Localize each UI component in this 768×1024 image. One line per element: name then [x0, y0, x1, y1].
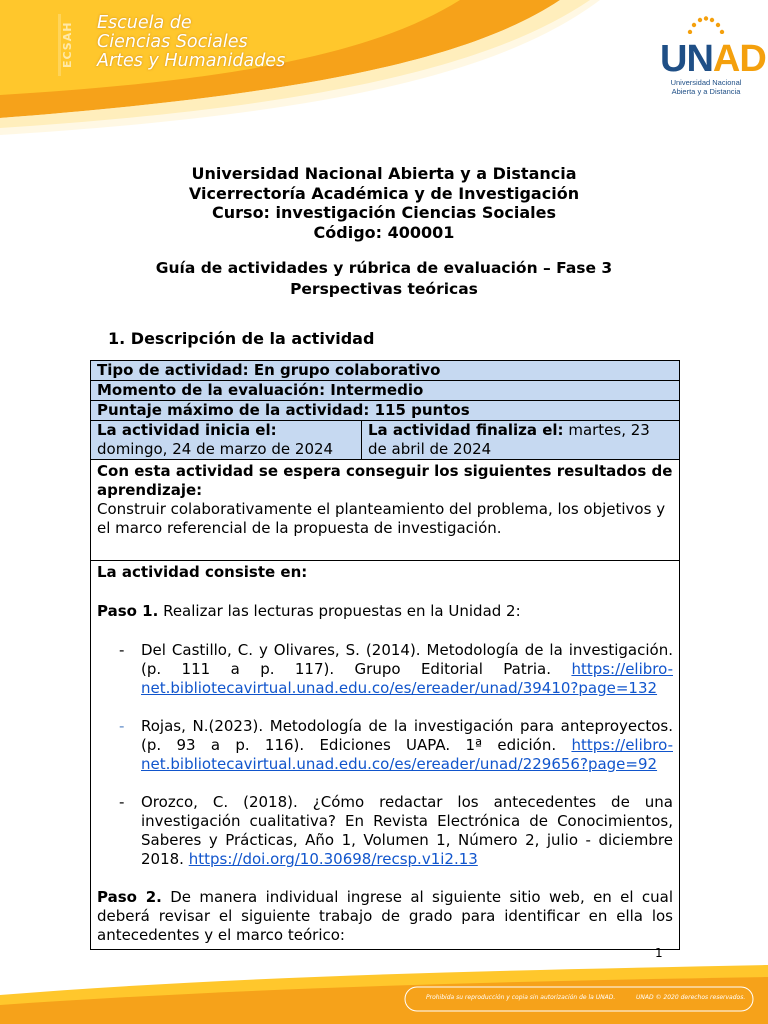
activity-table [90, 360, 680, 950]
list-item: - Del Castillo, C. y Olivares, S. (2014). Metodología de la investigación. (p. 111 a p. 117). Grupo Editorial Patria. https://elibro-net.bibliotecavirtual.unad.edu.co/es/ereader/unad/39410?page=132 [119, 641, 673, 697]
school-logo [58, 14, 285, 76]
table-row [91, 460, 680, 561]
section-heading: 1. Descripción de la actividad [108, 329, 375, 348]
start-date-cell [91, 421, 362, 460]
course-name: Curso: investigación Ciencias Sociales [212, 203, 556, 222]
end-date-cell [362, 421, 680, 460]
reference-link[interactable]: https://doi.org/10.30698/recsp.v1i2.13 [188, 850, 478, 868]
step-1: Paso 1. Realizar las lecturas propuestas en la Unidad 2: [97, 602, 521, 620]
reference-link[interactable]: https://elibro-net.bibliotecavirtual.unad.edu.co/es/ereader/unad/229656?page=92 [141, 736, 673, 773]
outcomes-text: Construir colaborativamente el planteamiento del problema, los objetivos y el marco referencial de la propuesta de investigación. [97, 500, 666, 537]
start-label: La actividad inicia el: [97, 421, 277, 439]
unad-subtitle-2: Abierta y a Distancia [671, 87, 741, 96]
unad-subtitle-1: Universidad Nacional [670, 78, 742, 87]
table-row [91, 381, 680, 401]
unad-dots-icon [686, 16, 726, 34]
outcomes-cell [91, 460, 680, 561]
outcomes-heading: Con esta actividad se espera conseguir los siguientes resultados de aprendizaje: [97, 462, 673, 499]
reference-link[interactable]: https://elibro-net.bibliotecavirtual.unad.edu.co/es/ereader/unad/39410?page=132 [141, 660, 673, 697]
list-item: - Rojas, N.(2023). Metodología de la investigación para anteproyectos. (p. 93 a p. 116). Ediciones UAPA. 1ª edición. https://elibro-net.bibliotecavirtual.unad.edu.co/es/ereader/unad/229656?page=92 [119, 717, 673, 773]
unad-wordmark: UNAD [660, 38, 766, 80]
consists-heading: La actividad consiste en: [97, 563, 308, 581]
vice-rectory: Vicerrectoría Académica y de Investigación [188, 183, 580, 203]
table-row [91, 561, 680, 950]
school-name-line-1: Escuela de [97, 13, 192, 33]
end-date: martes, 23 de abril de 2024 [368, 421, 650, 458]
start-date: domingo, 24 de marzo de 2024 [97, 440, 334, 458]
document-titles [0, 164, 768, 242]
course-code: Código: 400001 [313, 222, 455, 242]
table-row [91, 401, 680, 421]
footer-notice: Prohibida su reproducción y copia sin autorización de la UNAD. [426, 994, 616, 1001]
activity-type: Tipo de actividad: En grupo colaborativo [91, 361, 680, 381]
school-name-line-2: Ciencias Sociales [97, 32, 248, 52]
step-2: Paso 2. De manera individual ingrese al siguiente sitio web, en el cual deberá revisar el siguiente trabajo de grado para identificar en ella los antecedentes y el marco teórico: [97, 888, 673, 944]
footer-rights: UNAD © 2020 derechos reservados. [636, 994, 746, 1001]
end-label: La actividad finaliza el: [368, 421, 564, 439]
reference-list [97, 641, 673, 869]
school-mark: ECSAH [58, 14, 91, 76]
university-name: Universidad Nacional Abierta y a Distancia [191, 164, 577, 183]
unad-logo [660, 16, 766, 96]
page-number: 1 [655, 946, 663, 960]
consists-cell [91, 561, 680, 950]
table-row [91, 361, 680, 381]
max-score: Puntaje máximo de la actividad: 115 puntos [91, 401, 680, 421]
evaluation-moment: Momento de la evaluación: Intermedio [91, 381, 680, 401]
guide-titles [0, 258, 768, 300]
guide-subject: Perspectivas teóricas [290, 280, 478, 298]
list-item: - Orozco, C. (2018). ¿Cómo redactar los antecedentes de una investigación cualitativa? En Revista Electrónica de Conocimientos, Saberes y Prácticas, Año 1, Volumen 1, Número 2, julio - diciembre 2018. https://doi.org/10.30698/recsp.v1i2.13 [119, 793, 673, 868]
school-name-line-3: Artes y Humanidades [97, 51, 286, 71]
table-row [91, 421, 680, 460]
guide-title: Guía de actividades y rúbrica de evaluación – Fase 3 [155, 259, 613, 277]
